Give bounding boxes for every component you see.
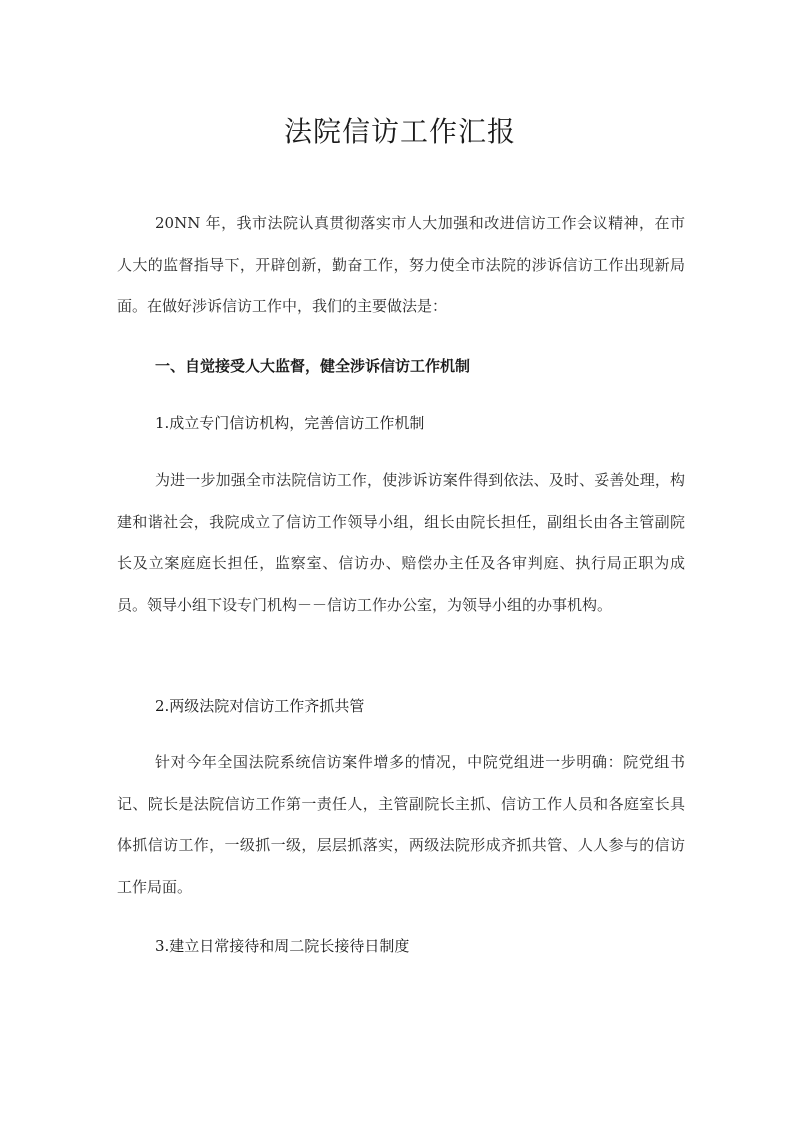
item-heading-3: 3.建立日常接待和周二院长接待日制度 (155, 937, 410, 955)
document-title: 法院信访工作汇报 (283, 115, 516, 148)
section-heading-1: 一、自觉接受人大监督，健全涉诉信访工作机制 (155, 357, 471, 375)
intro-paragraph: 20NN 年，我市法院认真贯彻落实市人大加强和改进信访工作会议精神，在市人大的监督指导下，开辟创新，勤奋工作，努力使全市法院的涉诉信访工作出现新局面。在做好涉诉信访工作中，我们的主要做法是： (117, 214, 685, 315)
item-heading-2: 2.两级法院对信访工作齐抓共管 (155, 697, 365, 715)
item-1-paragraph: 为进一步加强全市法院信访工作，使涉诉访案件得到依法、及时、妥善处理，构建和谐社会，我院成立了信访工作领导小组，组长由院长担任，副组长由各主管副院长及立案庭庭长担任，监察室、信访办、赔偿办主任及各审判庭、执行局正职为成员。领导小组下设专门机构－－信访工作办公室，为领导小组的办事机构。 (117, 471, 685, 614)
item-heading-1: 1.成立专门信访机构，完善信访工作机制 (155, 414, 425, 432)
item-2-paragraph: 针对今年全国法院系统信访案件增多的情况，中院党组进一步明确：院党组书记、院长是法院信访工作第一责任人，主管副院长主抓、信访工作人员和各庭室长具体抓信访工作，一级抓一级，层层抓落实，两级法院形成齐抓共管、人人参与的信访工作局面。 (117, 753, 685, 896)
